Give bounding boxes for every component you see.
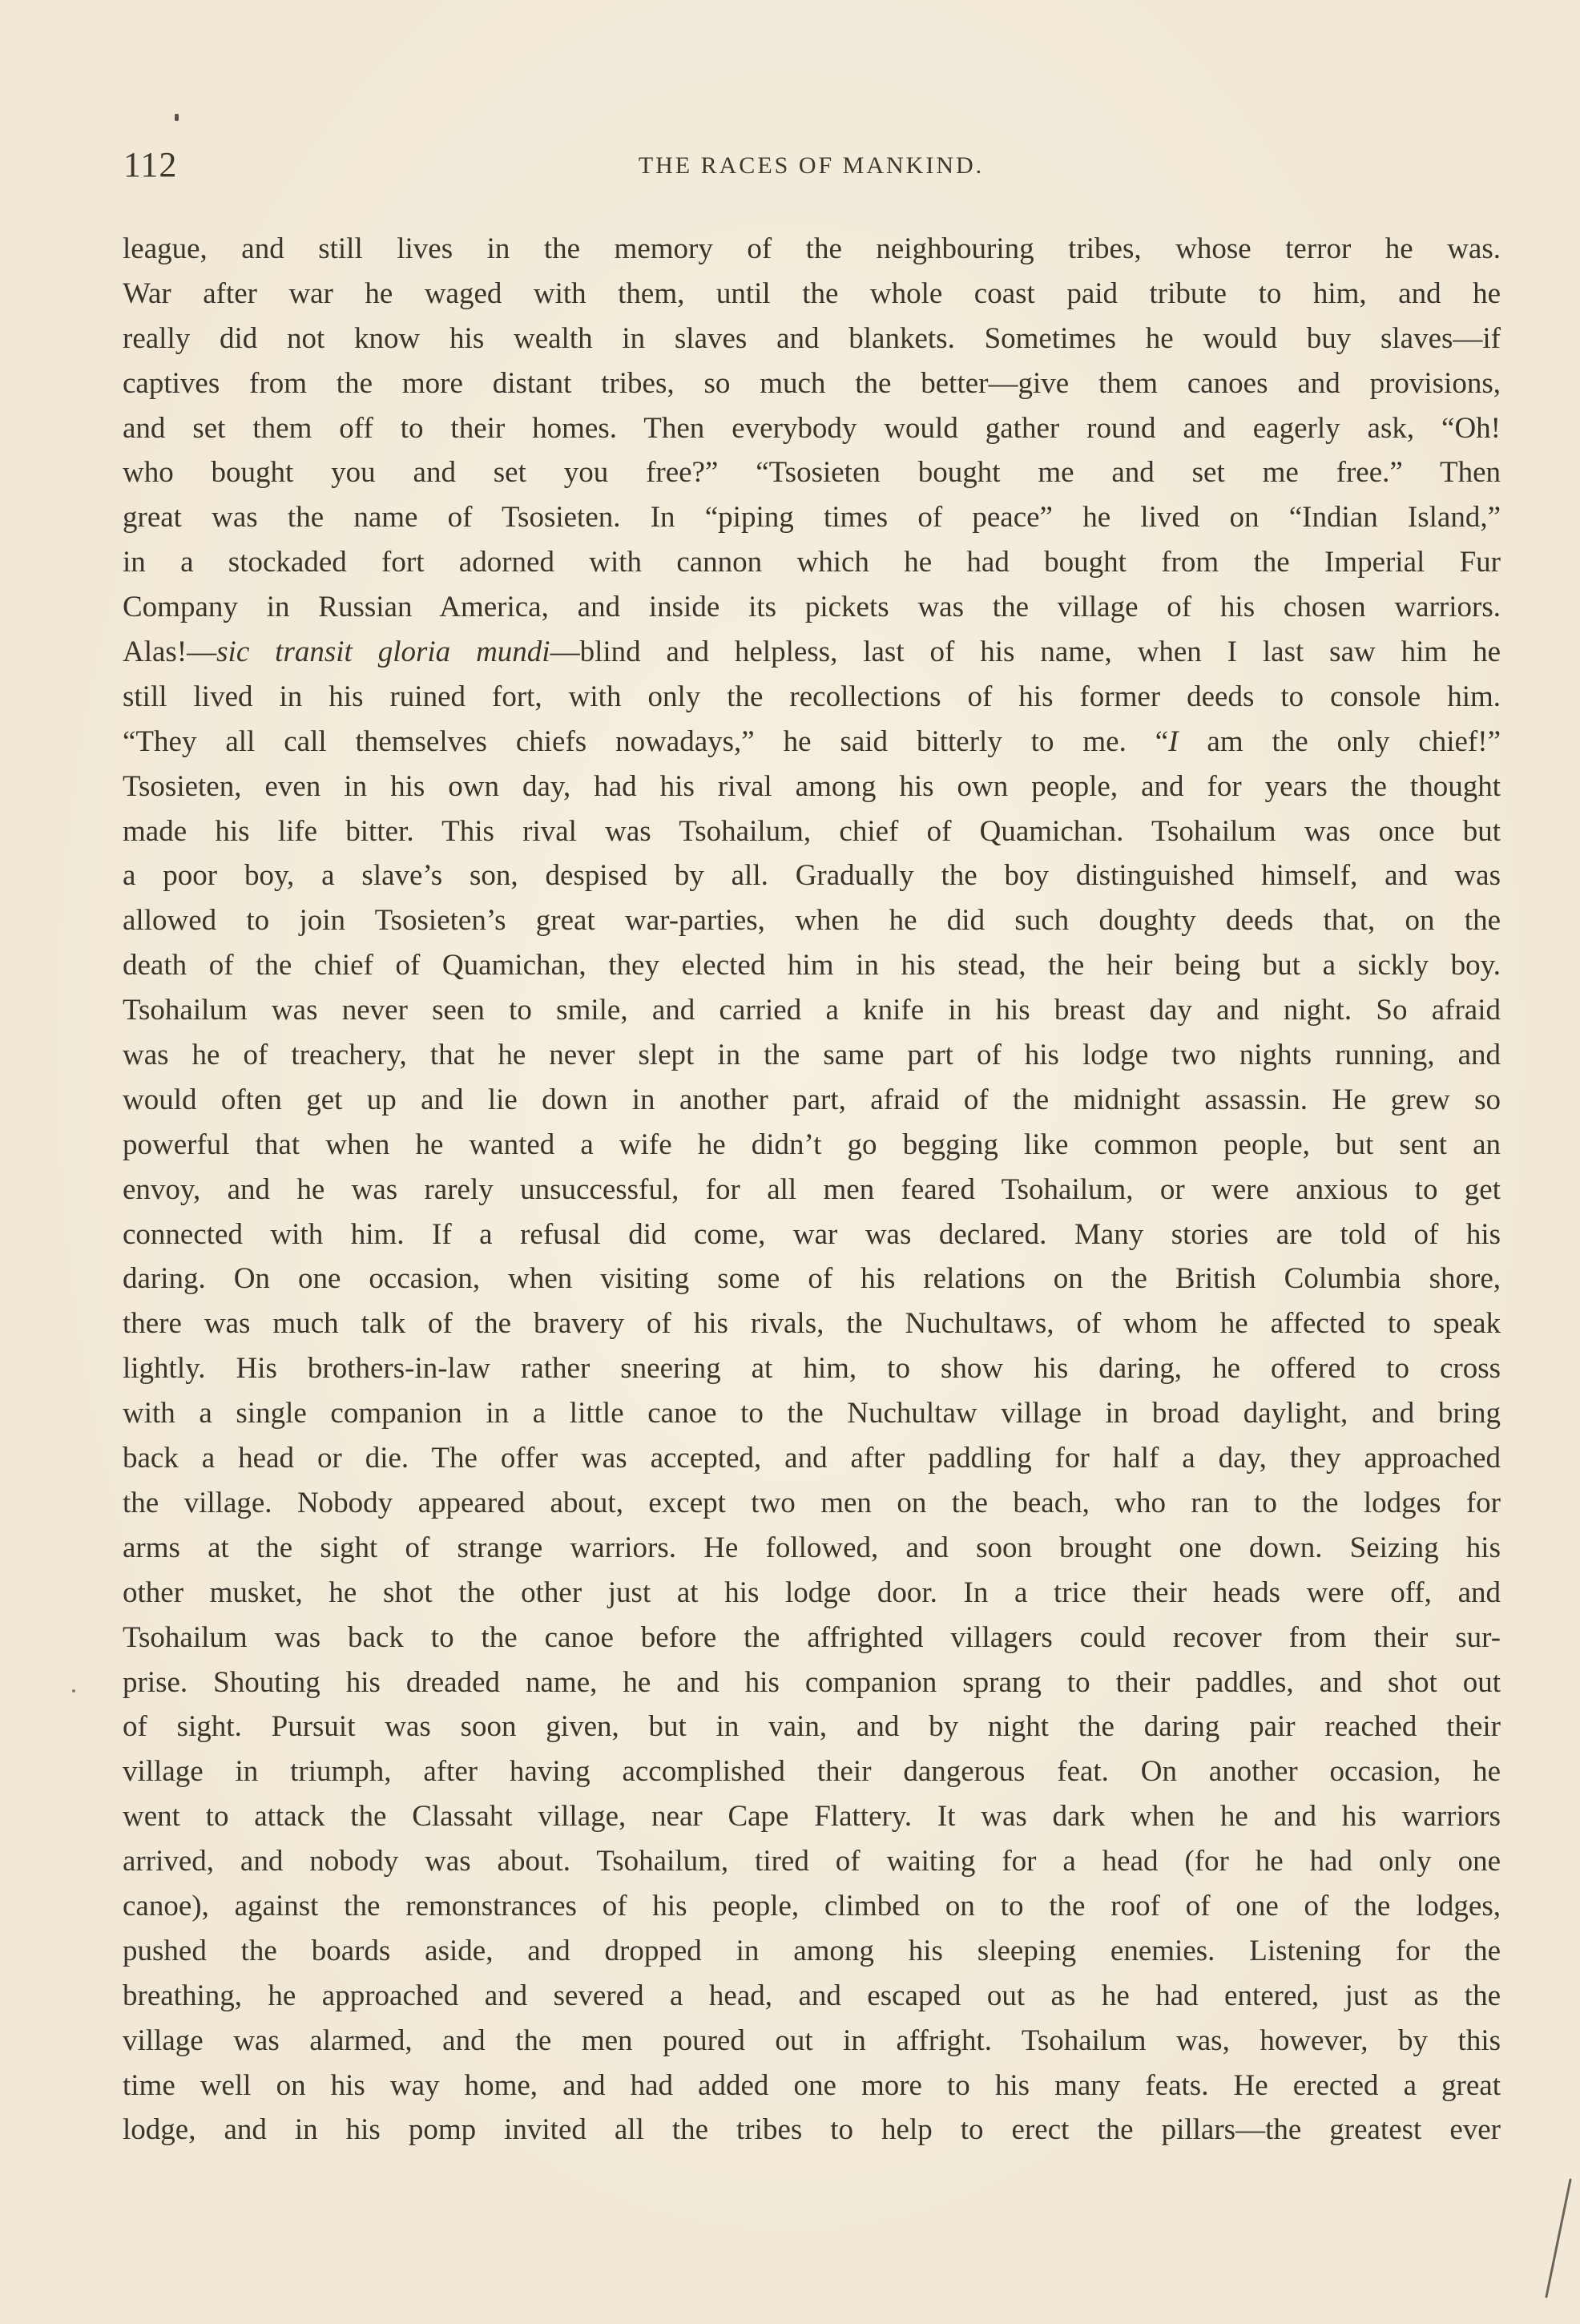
- text-line: canoe), against the remonstrances of his people, climbed on to the roof of one of the lodges,: [123, 1889, 1501, 1923]
- text-line: back a head or die. The offer was accepted, and after paddling for half a day, they approached: [123, 1442, 1501, 1475]
- text-line: went to attack the Classaht village, near Cape Flattery. It was dark when he and his warriors: [123, 1800, 1501, 1834]
- text-line: arms at the sight of strange warriors. He followed, and soon brought one down. Seizing his: [123, 1531, 1501, 1564]
- text-line: captives from the more distant tribes, so much the better—give them canoes and provisions,: [123, 366, 1501, 400]
- text-line: of sight. Pursuit was soon given, but in vain, and by night the daring pair reached their: [123, 1710, 1501, 1744]
- text-line: prise. Shouting his dreaded name, he and his companion sprang to their paddles, and shot out: [123, 1665, 1501, 1699]
- text-line: connected with him. If a refusal did come, war was declared. Many stories are told of his: [123, 1217, 1501, 1251]
- italic-word: I: [1168, 724, 1179, 758]
- text-line: with a single companion in a little canoe to the Nuchultaw village in broad daylight, and bring: [123, 1397, 1501, 1430]
- ink-speck: [175, 114, 179, 121]
- text-line: “They all call themselves chiefs nowadays,” he said bitterly to me. “I am the only chief!”: [123, 724, 1501, 758]
- text-line: pushed the boards aside, and dropped in among his sleeping enemies. Listening for the: [123, 1934, 1501, 1967]
- text-line: there was much talk of the bravery of his rivals, the Nuchultaws, of whom he affected to speak: [123, 1307, 1501, 1341]
- text-line: made his life bitter. This rival was Tsohailum, chief of Quamichan. Tsohailum was once but: [123, 814, 1501, 848]
- text-line: Company in Russian America, and inside its pickets was the village of his chosen warriors.: [123, 591, 1501, 624]
- text-line: allowed to join Tsosieten’s great war-parties, when he did such doughty deeds that, on the: [123, 904, 1501, 938]
- text-line: Tsohailum was back to the canoe before the affrighted villagers could recover from their sur-: [123, 1620, 1501, 1654]
- text-line: time well on his way home, and had added one more to his many feats. He erected a great: [123, 2068, 1501, 2102]
- text-line: powerful that when he wanted a wife he didn’t go begging like common people, but sent an: [123, 1128, 1501, 1161]
- margin-dot: [72, 1689, 75, 1693]
- running-head: THE RACES OF MANKIND.: [638, 152, 985, 179]
- text-line: still lived in his ruined fort, with only the recollections of his former deeds to console him.: [123, 680, 1501, 713]
- text-line: league, and still lives in the memory of the neighbouring tribes, whose terror he was.: [123, 232, 1501, 265]
- text-line: village was alarmed, and the men poured out in affright. Tsohailum was, however, by this: [123, 2023, 1501, 2057]
- text-line: breathing, he approached and severed a head, and escaped out as he had entered, just as the: [123, 1979, 1501, 2012]
- text-line: would often get up and lie down in another part, afraid of the midnight assassin. He grew so: [123, 1083, 1501, 1116]
- text-line: death of the chief of Quamichan, they elected him in his stead, the heir being but a sickly boy.: [123, 949, 1501, 982]
- text-line: great was the name of Tsosieten. In “piping times of peace” he lived on “Indian Island,”: [123, 501, 1501, 535]
- text-line: was he of treachery, that he never slept in the same part of his lodge two nights running, and: [123, 1039, 1501, 1072]
- text-line: and set them off to their homes. Then everybody would gather round and eagerly ask, “Oh!: [123, 411, 1501, 445]
- body-text: [123, 227, 1501, 2153]
- text-line: daring. On one occasion, when visiting some of his relations on the British Columbia shore,: [123, 1262, 1501, 1296]
- page-number: 112: [123, 145, 178, 184]
- text-line: Tsosieten, even in his own day, had his rival among his own people, and for years the thought: [123, 769, 1501, 803]
- text-line: Alas!—sic transit gloria mundi—blind and helpless, last of his name, when I last saw him he: [123, 635, 1501, 669]
- text-line: who bought you and set you free?” “Tsosieten bought me and set me free.” Then: [123, 456, 1501, 490]
- text-line: other musket, he shot the other just at his lodge door. In a trice their heads were off, and: [123, 1576, 1501, 1609]
- page-header: [120, 144, 1502, 192]
- text-line: War after war he waged with them, until the whole coast paid tribute to him, and he: [123, 276, 1501, 310]
- text-line: in a stockaded fort adorned with cannon which he had bought from the Imperial Fur: [123, 546, 1501, 579]
- text-line: really did not know his wealth in slaves and blankets. Sometimes he would buy slaves—if: [123, 321, 1501, 355]
- text-line: arrived, and nobody was about. Tsohailum, tired of waiting for a head (for he had only one: [123, 1845, 1501, 1878]
- pencil-stroke-mark: [1532, 2177, 1580, 2313]
- text-line: Tsohailum was never seen to smile, and carried a knife in his breast day and night. So afraid: [123, 994, 1501, 1027]
- text-line: envoy, and he was rarely unsuccessful, for all men feared Tsohailum, or were anxious to get: [123, 1172, 1501, 1206]
- text-line: the village. Nobody appeared about, except two men on the beach, who ran to the lodges for: [123, 1486, 1501, 1519]
- text-line: lightly. His brothers-in-law rather sneering at him, to show his daring, he offered to cross: [123, 1352, 1501, 1386]
- text-line: a poor boy, a slave’s son, despised by all. Gradually the boy distinguished himself, and was: [123, 859, 1501, 893]
- text-line: lodge, and in his pomp invited all the tribes to help to erect the pillars—the greatest ever: [123, 2113, 1501, 2147]
- text-line: village in triumph, after having accomplished their dangerous feat. On another occasion, he: [123, 1755, 1501, 1789]
- italic-phrase: sic transit gloria mundi: [216, 635, 550, 669]
